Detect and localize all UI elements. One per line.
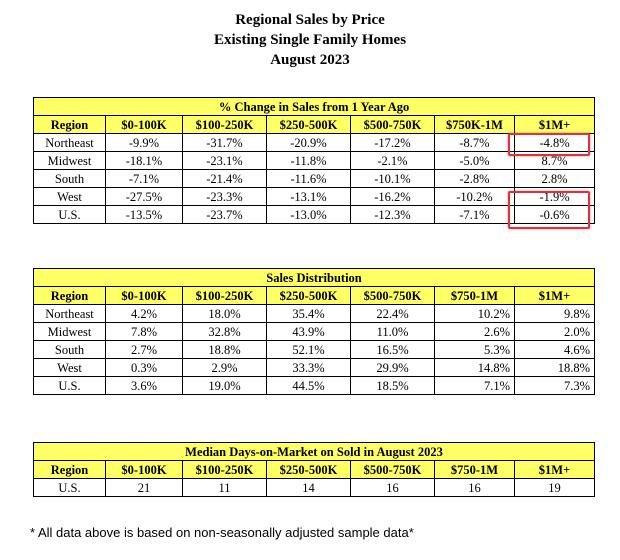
value-cell: 7.3% — [515, 377, 595, 395]
highlight-box-northeast — [508, 133, 590, 156]
value-cell: -13.1% — [267, 188, 351, 206]
value-cell: 22.4% — [351, 305, 435, 323]
value-cell: -1.9% — [515, 188, 595, 206]
region-cell: South — [34, 170, 106, 188]
report-title — [0, 10, 620, 70]
region-cell: U.S. — [34, 479, 106, 497]
column-header: $500-750K — [351, 116, 435, 134]
column-header: $100-250K — [183, 116, 267, 134]
column-header: $100-250K — [183, 287, 267, 305]
column-header: Region — [34, 287, 106, 305]
column-header: $1M+ — [515, 461, 595, 479]
column-header: $250-500K — [267, 116, 351, 134]
table-row — [34, 170, 595, 188]
value-cell: 5.3% — [435, 341, 515, 359]
value-cell: -12.3% — [351, 206, 435, 224]
value-cell: 11 — [183, 479, 267, 497]
pct-change-header-row — [34, 116, 595, 134]
value-cell: -13.5% — [106, 206, 183, 224]
value-cell: -18.1% — [106, 152, 183, 170]
value-cell: -2.8% — [435, 170, 515, 188]
value-cell: -4.8% — [515, 134, 595, 152]
distribution-header-row — [34, 287, 595, 305]
value-cell: 2.0% — [515, 323, 595, 341]
value-cell: -11.6% — [267, 170, 351, 188]
highlight-box-west-us — [508, 191, 590, 229]
value-cell: 2.8% — [515, 170, 595, 188]
value-cell: 2.7% — [106, 341, 183, 359]
column-header: $250-500K — [267, 461, 351, 479]
value-cell: 16.5% — [351, 341, 435, 359]
value-cell: -16.2% — [351, 188, 435, 206]
value-cell: -7.1% — [106, 170, 183, 188]
days-on-market-table — [33, 442, 595, 497]
column-header: $1M+ — [515, 287, 595, 305]
value-cell: 44.5% — [267, 377, 351, 395]
value-cell: -21.4% — [183, 170, 267, 188]
table-row — [34, 305, 595, 323]
title-line-1: Regional Sales by Price — [235, 12, 385, 28]
column-header: $750-1M — [435, 461, 515, 479]
value-cell: 4.6% — [515, 341, 595, 359]
value-cell: 43.9% — [267, 323, 351, 341]
value-cell: 9.8% — [515, 305, 595, 323]
region-cell: Midwest — [34, 323, 106, 341]
value-cell: 8.7% — [515, 152, 595, 170]
table-row — [34, 359, 595, 377]
value-cell: 52.1% — [267, 341, 351, 359]
column-header: $0-100K — [106, 287, 183, 305]
table-row — [34, 341, 595, 359]
value-cell: -5.0% — [435, 152, 515, 170]
region-cell: South — [34, 341, 106, 359]
value-cell: -23.7% — [183, 206, 267, 224]
table-row — [34, 479, 595, 497]
value-cell: -10.2% — [435, 188, 515, 206]
value-cell: 0.3% — [106, 359, 183, 377]
column-header: Region — [34, 461, 106, 479]
region-cell: U.S. — [34, 206, 106, 224]
column-header: $500-750K — [351, 287, 435, 305]
title-line-2: Existing Single Family Homes — [213, 32, 407, 48]
days-on-market-caption: Median Days-on-Market on Sold in August 2023 — [34, 443, 595, 461]
column-header: Region — [34, 116, 106, 134]
value-cell: 19 — [515, 479, 595, 497]
region-cell: Midwest — [34, 152, 106, 170]
value-cell: 18.8% — [183, 341, 267, 359]
value-cell: 19.0% — [183, 377, 267, 395]
value-cell: 3.6% — [106, 377, 183, 395]
value-cell: -0.6% — [515, 206, 595, 224]
value-cell: -9.9% — [106, 134, 183, 152]
footnote: * All data above is based on non-seasonally adjusted sample data* — [30, 525, 414, 540]
value-cell: 14 — [267, 479, 351, 497]
value-cell: -23.3% — [183, 188, 267, 206]
region-cell: Northeast — [34, 305, 106, 323]
value-cell: 21 — [106, 479, 183, 497]
pct-change-caption: % Change in Sales from 1 Year Ago — [34, 98, 595, 116]
value-cell: -7.1% — [435, 206, 515, 224]
column-header: $0-100K — [106, 116, 183, 134]
value-cell: 2.9% — [183, 359, 267, 377]
region-cell: West — [34, 188, 106, 206]
region-cell: U.S. — [34, 377, 106, 395]
distribution-caption: Sales Distribution — [34, 269, 595, 287]
region-cell: Northeast — [34, 134, 106, 152]
value-cell: 7.8% — [106, 323, 183, 341]
value-cell: 16 — [435, 479, 515, 497]
value-cell: 18.8% — [515, 359, 595, 377]
value-cell: -2.1% — [351, 152, 435, 170]
table-row — [34, 377, 595, 395]
title-line-3: August 2023 — [270, 52, 350, 68]
value-cell: 14.8% — [435, 359, 515, 377]
value-cell: 18.5% — [351, 377, 435, 395]
value-cell: 10.2% — [435, 305, 515, 323]
value-cell: 2.6% — [435, 323, 515, 341]
days-on-market-header-row — [34, 461, 595, 479]
column-header: $1M+ — [515, 116, 595, 134]
column-header: $750-1M — [435, 287, 515, 305]
value-cell: -23.1% — [183, 152, 267, 170]
value-cell: -13.0% — [267, 206, 351, 224]
column-header: $0-100K — [106, 461, 183, 479]
value-cell: -10.1% — [351, 170, 435, 188]
value-cell: -17.2% — [351, 134, 435, 152]
value-cell: -20.9% — [267, 134, 351, 152]
table-row — [34, 323, 595, 341]
value-cell: 4.2% — [106, 305, 183, 323]
value-cell: 7.1% — [435, 377, 515, 395]
column-header: $500-750K — [351, 461, 435, 479]
column-header: $250-500K — [267, 287, 351, 305]
value-cell: 11.0% — [351, 323, 435, 341]
sales-distribution-table — [33, 268, 595, 395]
value-cell: 16 — [351, 479, 435, 497]
column-header: $100-250K — [183, 461, 267, 479]
value-cell: -8.7% — [435, 134, 515, 152]
value-cell: 18.0% — [183, 305, 267, 323]
value-cell: 33.3% — [267, 359, 351, 377]
value-cell: 32.8% — [183, 323, 267, 341]
value-cell: -27.5% — [106, 188, 183, 206]
value-cell: 35.4% — [267, 305, 351, 323]
value-cell: -31.7% — [183, 134, 267, 152]
value-cell: 29.9% — [351, 359, 435, 377]
column-header: $750K-1M — [435, 116, 515, 134]
region-cell: West — [34, 359, 106, 377]
value-cell: -11.8% — [267, 152, 351, 170]
